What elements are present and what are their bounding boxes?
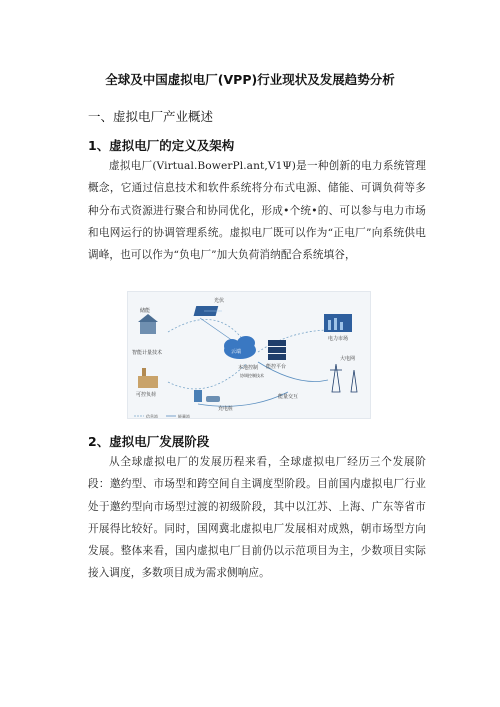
factory-icon — [138, 368, 158, 388]
vpp-architecture-figure — [127, 291, 371, 419]
label-storage: 储能 — [140, 308, 151, 314]
subsection-heading-stages: 2、虚拟电厂发展阶段 — [88, 434, 210, 449]
legend-energy-flow: 能量流 — [178, 414, 190, 419]
label-energy-exchange: 能量交互 — [278, 394, 299, 400]
label-pv: 光伏 — [214, 298, 225, 304]
charging-station-icon — [194, 390, 220, 402]
subsection-heading-definition: 1、虚拟电厂的定义及架构 — [88, 138, 235, 153]
label-power-market: 电力市场 — [328, 336, 349, 342]
label-coordination-tech: 协调控制技术 — [240, 373, 264, 378]
label-charging: 充电桩 — [218, 406, 234, 412]
label-local-control: 本地控制 — [238, 365, 259, 371]
stages-paragraph: 从全球虚拟电厂的发展历程来看，全球虚拟电厂经历三个发展阶段：邀约型、市场型和跨空间自主调度型阶段。目前国内虚拟电厂行业处于邀约型向市场型过渡的初级阶段，其中以江苏、上海、广东等省市开展得比较好。同时，国网冀北虚拟电厂发展相对成熟，朝市场型方向发展。整体来看，国内虚拟电厂目前仍以示范项目为主，少数项目实际接入调度，多数项目成为需求侧响应。 — [88, 456, 426, 580]
storage-icon — [138, 314, 158, 334]
label-controllable-load: 可控负荷 — [136, 392, 157, 398]
transmission-tower-icon — [330, 364, 357, 392]
legend-info-flow: 信息流 — [146, 414, 158, 419]
label-platform: 能控平台 — [266, 364, 287, 370]
cloud-icon — [224, 336, 256, 359]
document-title: 全球及中国虚拟电厂(VPP)行业现状及发展趋势分析 — [105, 72, 395, 87]
label-main-grid: 大电网 — [340, 356, 356, 362]
definition-paragraph: 虚拟电厂(Virtual.BowerPl.ant,V1Ψ)是一种创新的电力系统管理概念，它通过信息技术和软件系统将分布式电源、储能、可调负荷等多种分布式资源进行聚合和协同优化，形成•个统•的、可以参与电力市场和电网运行的协调管理系统。虚拟电厂既可以作为“正电厂”向系统供电调峰，也可以作为“负电厂”加大负荷消纳配合系统填谷， — [88, 160, 426, 262]
server-icon — [268, 340, 286, 360]
label-metering: 智能计量技术 — [132, 350, 163, 356]
vpp-architecture-diagram — [128, 292, 371, 419]
label-cloud: 云端 — [231, 349, 242, 355]
market-icon — [324, 314, 352, 332]
section-heading: 一、虚拟电厂产业概述 — [88, 109, 214, 124]
solar-panel-icon — [194, 306, 222, 316]
